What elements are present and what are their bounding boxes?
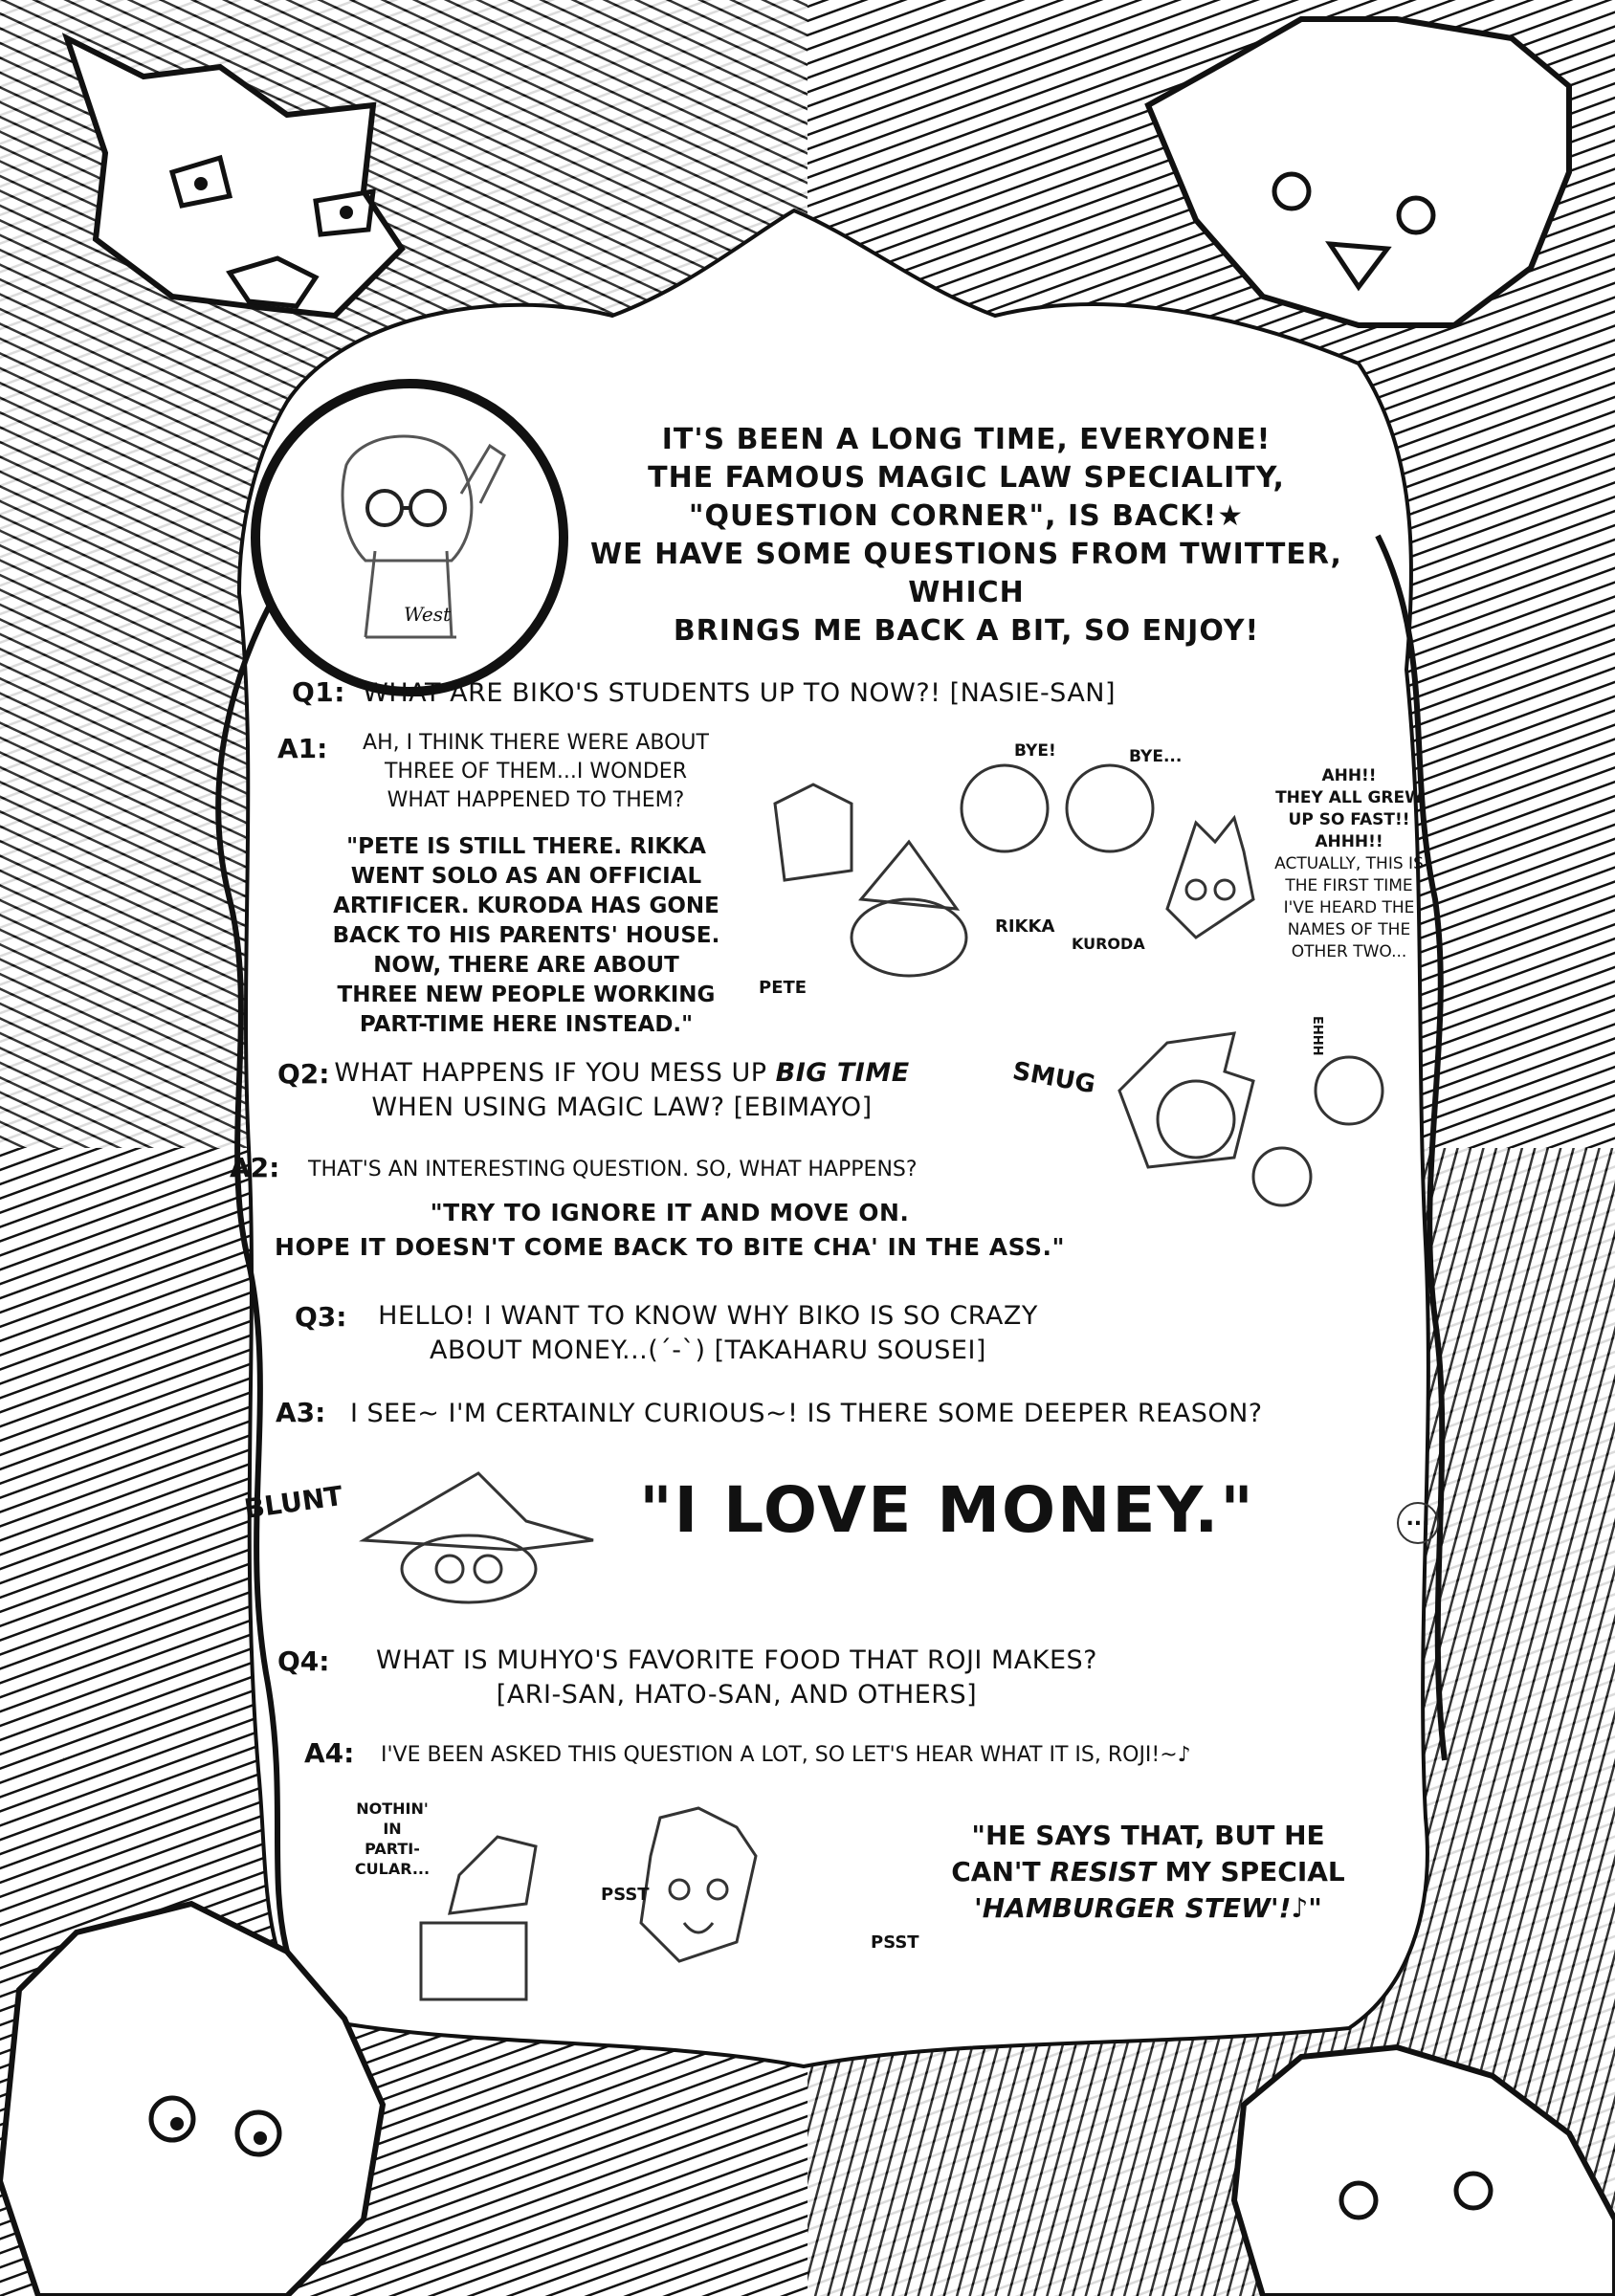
intro-line: "QUESTION CORNER", IS BACK!★ (688, 499, 1245, 533)
side-line: AHHH!! (1315, 832, 1383, 851)
big-quote: "I LOVE MONEY." (639, 1473, 1255, 1547)
muhyo-line: CULAR... (354, 1860, 431, 1878)
q2-characters-sketch (1081, 1014, 1435, 1225)
muhyo-line: NOTHIN' (356, 1799, 429, 1818)
a2-text: THAT'S AN INTERESTING QUESTION. SO, WHAT HAPPENS? (308, 1158, 918, 1181)
label-pete: PETE (759, 978, 808, 998)
q1-text: WHAT ARE BIKO'S STUDENTS UP TO NOW?! [NASIE-SAN] (363, 678, 1117, 708)
intro-line: THE FAMOUS MAGIC LAW SPECIALITY, (648, 461, 1285, 495)
q3-line1: HELLO! I WANT TO KNOW WHY BIKO IS SO CRAZY (378, 1301, 1038, 1331)
a1-quote (306, 832, 746, 1040)
side-line: I'VE HEARD THE (1283, 898, 1415, 917)
a1-quote-line: "PETE IS STILL THERE. RIKKA (346, 834, 706, 859)
a4-quote-emphasis: RESIST (1050, 1856, 1156, 1888)
author-sketch (260, 388, 559, 687)
sfx-psst: PSST (871, 1932, 919, 1953)
intro-line: WE HAVE SOME QUESTIONS FROM TWITTER, WHICH (590, 538, 1342, 609)
q4-text (354, 1644, 1119, 1712)
a2-label: A2: (230, 1152, 280, 1183)
side-line: OTHER TWO... (1291, 942, 1407, 961)
a4-quote-pre: CAN'T (951, 1856, 1041, 1888)
a2-quote-line: "TRY TO IGNORE IT AND MOVE ON. (430, 1199, 910, 1226)
q2-text (306, 1056, 938, 1125)
q4-line2: [ARI-SAN, HATO-SAN, AND OTHERS] (496, 1680, 978, 1710)
author-signature: West (404, 603, 452, 626)
a4-quote-line: "HE SAYS THAT, BUT HE (971, 1820, 1325, 1851)
q2-emphasis: BIG TIME (775, 1058, 910, 1088)
ellipsis-bubble: ... (1397, 1502, 1439, 1544)
a1-quote-line: PART-TIME HERE INSTEAD." (359, 1012, 694, 1037)
a4-quote-post: MY SPECIAL (1164, 1856, 1345, 1888)
sfx-bye: BYE... (1129, 747, 1183, 766)
a4-characters-sketch (392, 1799, 909, 2028)
sfx-ehhh: EHHH (1310, 1016, 1324, 1056)
a1-quote-line: WENT SOLO AS AN OFFICIAL (350, 864, 702, 889)
a1-quote-line: NOW, THERE ARE ABOUT (373, 953, 679, 978)
author-portrait (251, 379, 568, 696)
q3-label: Q3: (295, 1301, 347, 1333)
sfx-psst: PSST (601, 1885, 650, 1905)
sfx-smug: SMUG (1010, 1056, 1098, 1100)
biko-sketch (344, 1464, 631, 1607)
intro-line: IT'S BEEN A LONG TIME, EVERYONE! (661, 423, 1272, 456)
side-line: ACTUALLY, THIS IS (1274, 854, 1424, 873)
side-line: THE FIRST TIME (1285, 876, 1413, 895)
a1-quote-line: THREE NEW PEOPLE WORKING (337, 982, 716, 1007)
intro-text (574, 421, 1359, 651)
sfx-bye: BYE! (1014, 741, 1056, 761)
sfx-blunt: BLUNT (242, 1479, 345, 1526)
a3-label: A3: (276, 1397, 326, 1428)
a2-quote (249, 1196, 1091, 1265)
side-line: NAMES OF THE (1287, 920, 1411, 939)
q2-line1: WHAT HAPPENS IF YOU MESS UP (334, 1058, 767, 1088)
a1-intro-line: AH, I THINK THERE WERE ABOUT (363, 731, 709, 755)
q2-label: Q2: (277, 1058, 330, 1090)
a4-text: I'VE BEEN ASKED THIS QUESTION A LOT, SO LET'S HEAR WHAT IT IS, ROJI!~♪ (381, 1743, 1191, 1767)
q4-line1: WHAT IS MUHYO'S FAVORITE FOOD THAT ROJI MAKES? (376, 1645, 1097, 1675)
side-line: UP SO FAST!! (1288, 810, 1410, 829)
a1-students-sketch (746, 746, 1263, 1024)
q3-line2: ABOUT MONEY...(´-`) [TAKAHARU SOUSEI] (430, 1336, 986, 1365)
side-line: AHH!! (1321, 766, 1377, 785)
a1-intro-line: WHAT HAPPENED TO THEM? (387, 788, 685, 812)
intro-line: BRINGS ME BACK A BIT, SO ENJOY! (673, 614, 1260, 648)
q1 (292, 675, 1116, 711)
muhyo-line: IN (383, 1820, 402, 1838)
a4-label: A4: (304, 1737, 355, 1769)
a1-quote-line: ARTIFICER. KURODA HAS GONE (333, 894, 719, 918)
a2-quote-line: HOPE IT DOESN'T COME BACK TO BITE CHA' IN THE ASS." (275, 1233, 1065, 1261)
a1-intro-line: THREE OF THEM...I WONDER (384, 760, 687, 784)
muhyo-line: PARTI- (365, 1840, 420, 1858)
q4-label: Q4: (277, 1645, 330, 1677)
a1-label: A1: (277, 733, 328, 764)
a1-intro (325, 729, 746, 815)
a3-text: I SEE~ I'M CERTAINLY CURIOUS~! IS THERE SOME DEEPER REASON? (350, 1399, 1263, 1428)
a4-quote-line: 'HAMBURGER STEW'!♪" (974, 1892, 1322, 1924)
a1-side-comment (1253, 765, 1445, 963)
label-kuroda: KURODA (1072, 935, 1145, 953)
q3-text (344, 1299, 1072, 1368)
a1-quote-line: BACK TO HIS PARENTS' HOUSE. (332, 923, 720, 948)
q1-label: Q1: (292, 676, 345, 708)
label-rikka: RIKKA (995, 916, 1055, 937)
q2-line2: WHEN USING MAGIC LAW? [EBIMAYO] (371, 1093, 873, 1122)
a4-quote (918, 1818, 1378, 1927)
side-line: THEY ALL GREW (1275, 788, 1423, 807)
